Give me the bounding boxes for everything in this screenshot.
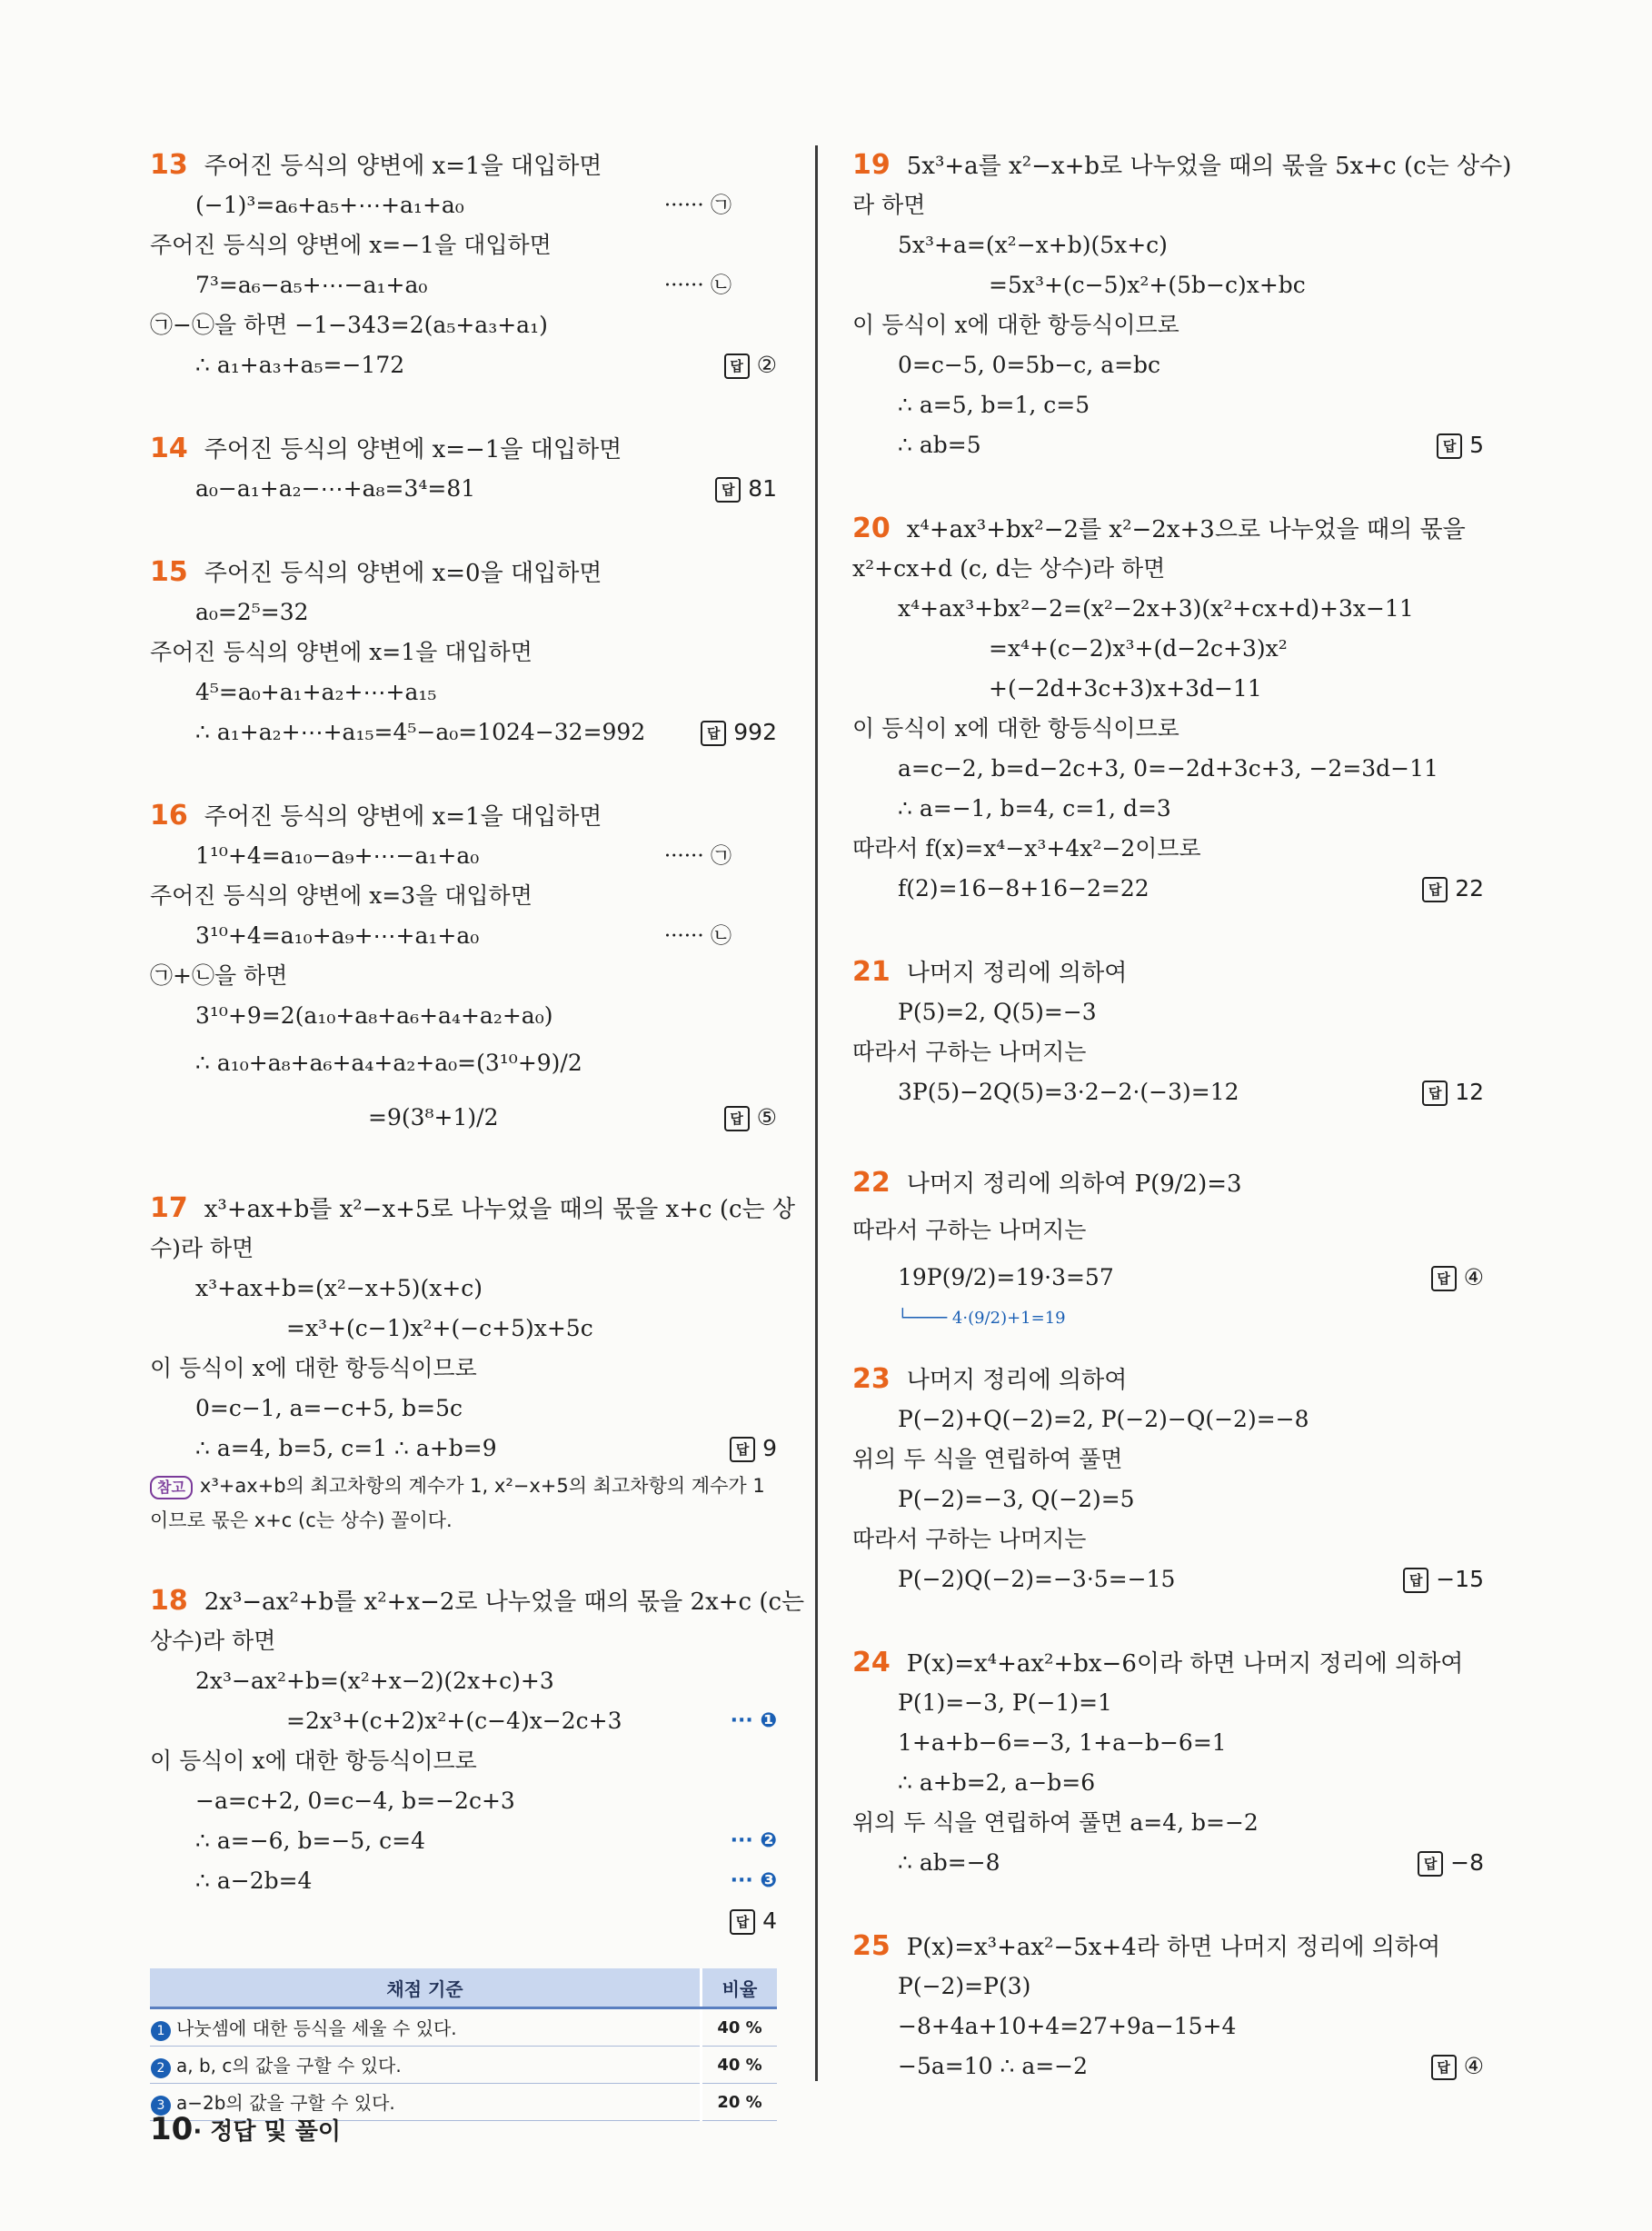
answer: 답 −15 <box>1403 1559 1484 1599</box>
answer: 답 9 <box>730 1429 777 1469</box>
problem-number: 19 <box>852 149 891 181</box>
grading-header-criteria: 채점 기준 <box>150 1968 702 2008</box>
answer-icon: 답 <box>1422 877 1448 902</box>
equation-mark: ······ ㉠ <box>663 844 731 868</box>
page-footer <box>150 2111 341 2147</box>
bracket-arrow-icon: └──── <box>898 1309 952 1328</box>
answer: 답 ④ <box>1431 2047 1484 2087</box>
left-column <box>150 145 805 2121</box>
step-marker: ··· ❶ <box>730 1709 777 1732</box>
step-marker: ··· ❷ <box>730 1829 777 1852</box>
footer-label: · 정답 및 풀이 <box>193 2118 341 2146</box>
answer-icon: 답 <box>730 1437 755 1462</box>
step-number-badge: 1 <box>151 2021 171 2041</box>
page-number: 10 <box>150 2111 194 2147</box>
answer: 답 ⑤ <box>724 1091 777 1145</box>
answer-icon: 답 <box>715 477 741 503</box>
equation-mark: ······ ㉡ <box>663 924 731 948</box>
problem-13: 13 주어진 등식의 양변에 x=1을 대입하면 (−1)³=a₆+a₅+⋯+a₁+a₀ ······ ㉠ 주어진 등식의 양변에 x=−1을 대입하면 7³=a₆−a₅+⋯−a₁+a₀ ······ ㉡ ㉠−㉡을 하면 −1−343=2(a₅+a₃+a₁) ∴ a₁+a₃+a₅=−172 답 ② <box>150 145 777 385</box>
problem-20: 20 x⁴+ax³+bx²−2를 x²−2x+3으로 나누었을 때의 몫을 x²+cx+d (c, d는 상수)라 하면 x⁴+ax³+bx²−2=(x²−2x+3)(x²+cx+d)+3x−11 =x⁴+(c−2)x³+(d−2c+3)x² +(−2d+3c+3)x+3d−11 이 등식이 x에 대한 항등식이므로 a=c−2, b=d−2c+3, 0=−2d+3c+3, −2=3d−11 ∴ a=−1, b=4, c=1, d=3 따라서 f(x)=x⁴−x³+4x²−2이므로 f(2)=16−8+16−2=22 답 22 <box>852 509 1484 909</box>
problem-14: 14 주어진 등식의 양변에 x=−1을 대입하면 a₀−a₁+a₂−⋯+a₈=3⁴=81 답 81 <box>150 429 777 509</box>
problem-number: 21 <box>852 956 891 988</box>
problem-25: 25 P(x)=x³+ax²−5x+4라 하면 나머지 정리에 의하여 P(−2)=P(3) −8+4a+10+4=27+9a−15+4 −5a=10 ∴ a=−2 답 ④ <box>852 1927 1484 2087</box>
problem-24: 24 P(x)=x⁴+ax²+bx−6이라 하면 나머지 정리에 의하여 P(1)=−3, P(−1)=1 1+a+b−6=−3, 1+a−b−6=1 ∴ a+b=2, a−b=6 위의 두 식을 연립하여 풀면 a=4, b=−2 ∴ ab=−8 답 −8 <box>852 1643 1484 1883</box>
problem-16: 16 주어진 등식의 양변에 x=1을 대입하면 1¹⁰+4=a₁₀−a₉+⋯−a₁+a₀ ······ ㉠ 주어진 등식의 양변에 x=3을 대입하면 3¹⁰+4=a₁₀+a₉+⋯+a₁+a₀ ······ ㉡ ㉠+㉡을 하면 3¹⁰+9=2(a₁₀+a₈+a₆+a₄+a₂+a₀) ∴ a₁₀+a₈+a₆+a₄+a₂+a₀=(3¹⁰+9)/2 =9(3⁸+1)/2 답 ⑤ <box>150 796 777 1145</box>
problem-23: 23 나머지 정리에 의하여 P(−2)+Q(−2)=2, P(−2)−Q(−2)=−8 위의 두 식을 연립하여 풀면 P(−2)=−3, Q(−2)=5 따라서 구하는 나머지는 P(−2)Q(−2)=−3·5=−15 답 −15 <box>852 1360 1484 1599</box>
step-marker: ··· ❸ <box>730 1869 777 1892</box>
answer-icon: 답 <box>701 721 726 746</box>
answer-icon: 답 <box>1422 1081 1448 1106</box>
answer: 답 992 <box>701 712 777 752</box>
step-number-badge: 3 <box>151 2096 171 2116</box>
problem-18: 18 2x³−ax²+b를 x²+x−2로 나누었을 때의 몫을 2x+c (c는 상수)라 하면 2x³−ax²+b=(x²+x−2)(2x+c)+3 =2x³+(c+2)x²+(c−4)x−2c+3 ··· ❶ 이 등식이 x에 대한 항등식이므로 −a=c+2, 0=c−4, b=−2c+3 ∴ a=−6, b=−5, c=4 ··· ❷ ∴ a−2b=4 ··· ❸ 답 4 <box>150 1581 777 1941</box>
equation-mark: ······ ㉠ <box>663 194 731 217</box>
answer: 답 −8 <box>1418 1843 1484 1883</box>
right-column <box>852 145 1512 2087</box>
problem-number: 20 <box>852 513 891 544</box>
problem-number: 17 <box>150 1192 188 1224</box>
grading-table <box>150 1968 777 2121</box>
answer-icon: 답 <box>1437 433 1462 459</box>
problem-number: 24 <box>852 1647 891 1678</box>
problem-number: 14 <box>150 433 188 464</box>
problem-number: 16 <box>150 800 188 832</box>
table-row: 1 나눗셈에 대한 등식을 세울 수 있다. 40 % <box>150 2008 777 2047</box>
answer: 답 5 <box>1437 425 1484 465</box>
problem-number: 25 <box>852 1930 891 1962</box>
answer: 답 ② <box>724 345 777 385</box>
answer-icon: 답 <box>1431 2055 1457 2080</box>
answer: 답 12 <box>1422 1072 1484 1112</box>
grading-header-ratio: 비율 <box>702 1968 778 2008</box>
answer: 답 22 <box>1422 869 1484 909</box>
answer-icon: 답 <box>724 1106 750 1131</box>
problem-21: 21 나머지 정리에 의하여 P(5)=2, Q(5)=−3 따라서 구하는 나머지는 3P(5)−2Q(5)=3·2−2·(−3)=12 답 12 <box>852 952 1484 1112</box>
problem-19: 19 5x³+a를 x²−x+b로 나누었을 때의 몫을 5x+c (c는 상수) 라 하면 5x³+a=(x²−x+b)(5x+c) =5x³+(c−5)x²+(5b−c)x+bc 이 등식이 x에 대한 항등식이므로 0=c−5, 0=5b−c, a=bc ∴ a=5, b=1, c=5 ∴ ab=5 답 5 <box>852 145 1484 465</box>
problem-15: 15 주어진 등식의 양변에 x=0을 대입하면 a₀=2⁵=32 주어진 등식의 양변에 x=1을 대입하면 4⁵=a₀+a₁+a₂+⋯+a₁₅ ∴ a₁+a₂+⋯+a₁₅=4⁵−a₀=1024−32=992 답 992 <box>150 553 777 752</box>
answer-icon: 답 <box>724 354 750 379</box>
equation-mark: ······ ㉡ <box>663 274 731 297</box>
answer-icon: 답 <box>730 1909 755 1935</box>
problem-number: 13 <box>150 149 188 181</box>
hint-annotation: 4·(9/2)+1=19 <box>951 1309 1066 1328</box>
answer: 답 81 <box>715 469 777 509</box>
table-row: 2 a, b, c의 값을 구할 수 있다. 40 % <box>150 2047 777 2084</box>
answer: 답 4 <box>730 1901 777 1941</box>
answer: 답 ④ <box>1431 1250 1484 1305</box>
table-row: 3 a−2b의 값을 구할 수 있다. 20 % <box>150 2084 777 2121</box>
problem-17: 17 x³+ax+b를 x²−x+5로 나누었을 때의 몫을 x+c (c는 상 수)라 하면 x³+ax+b=(x²−x+5)(x+c) =x³+(c−1)x²+(−c+5)x+5c 이 등식이 x에 대한 항등식이므로 0=c−1, a=−c+5, b=5c ∴ a=4, b=5, c=1 ∴ a+b=9 답 9 참고 x³+ax+b의 최고차항의 계수가 1, x²−x+5의 최고차항의 계수가 1 이므로 몫은 x+c (c는 상수) 꼴이다. <box>150 1192 796 1531</box>
step-number-badge: 2 <box>151 2058 171 2078</box>
answer-icon: 답 <box>1403 1568 1428 1593</box>
reference-note: 참고 x³+ax+b의 최고차항의 계수가 1, x²−x+5의 최고차항의 계수가 1 <box>150 1469 777 1503</box>
answer-icon: 답 <box>1418 1851 1443 1877</box>
problem-number: 15 <box>150 556 188 588</box>
column-divider <box>815 145 818 2081</box>
problem-number: 18 <box>150 1585 188 1617</box>
note-tag: 참고 <box>150 1476 193 1499</box>
problem-number: 22 <box>852 1167 891 1199</box>
answer-icon: 답 <box>1431 1266 1457 1291</box>
problem-22: 22 나머지 정리에 의하여 P(9/2)=3 따라서 구하는 나머지는 19P(9/2)=19·3=57 답 ④ └──── 4·(9/2)+1=19 <box>852 1167 1484 1328</box>
problem-number: 23 <box>852 1363 891 1395</box>
